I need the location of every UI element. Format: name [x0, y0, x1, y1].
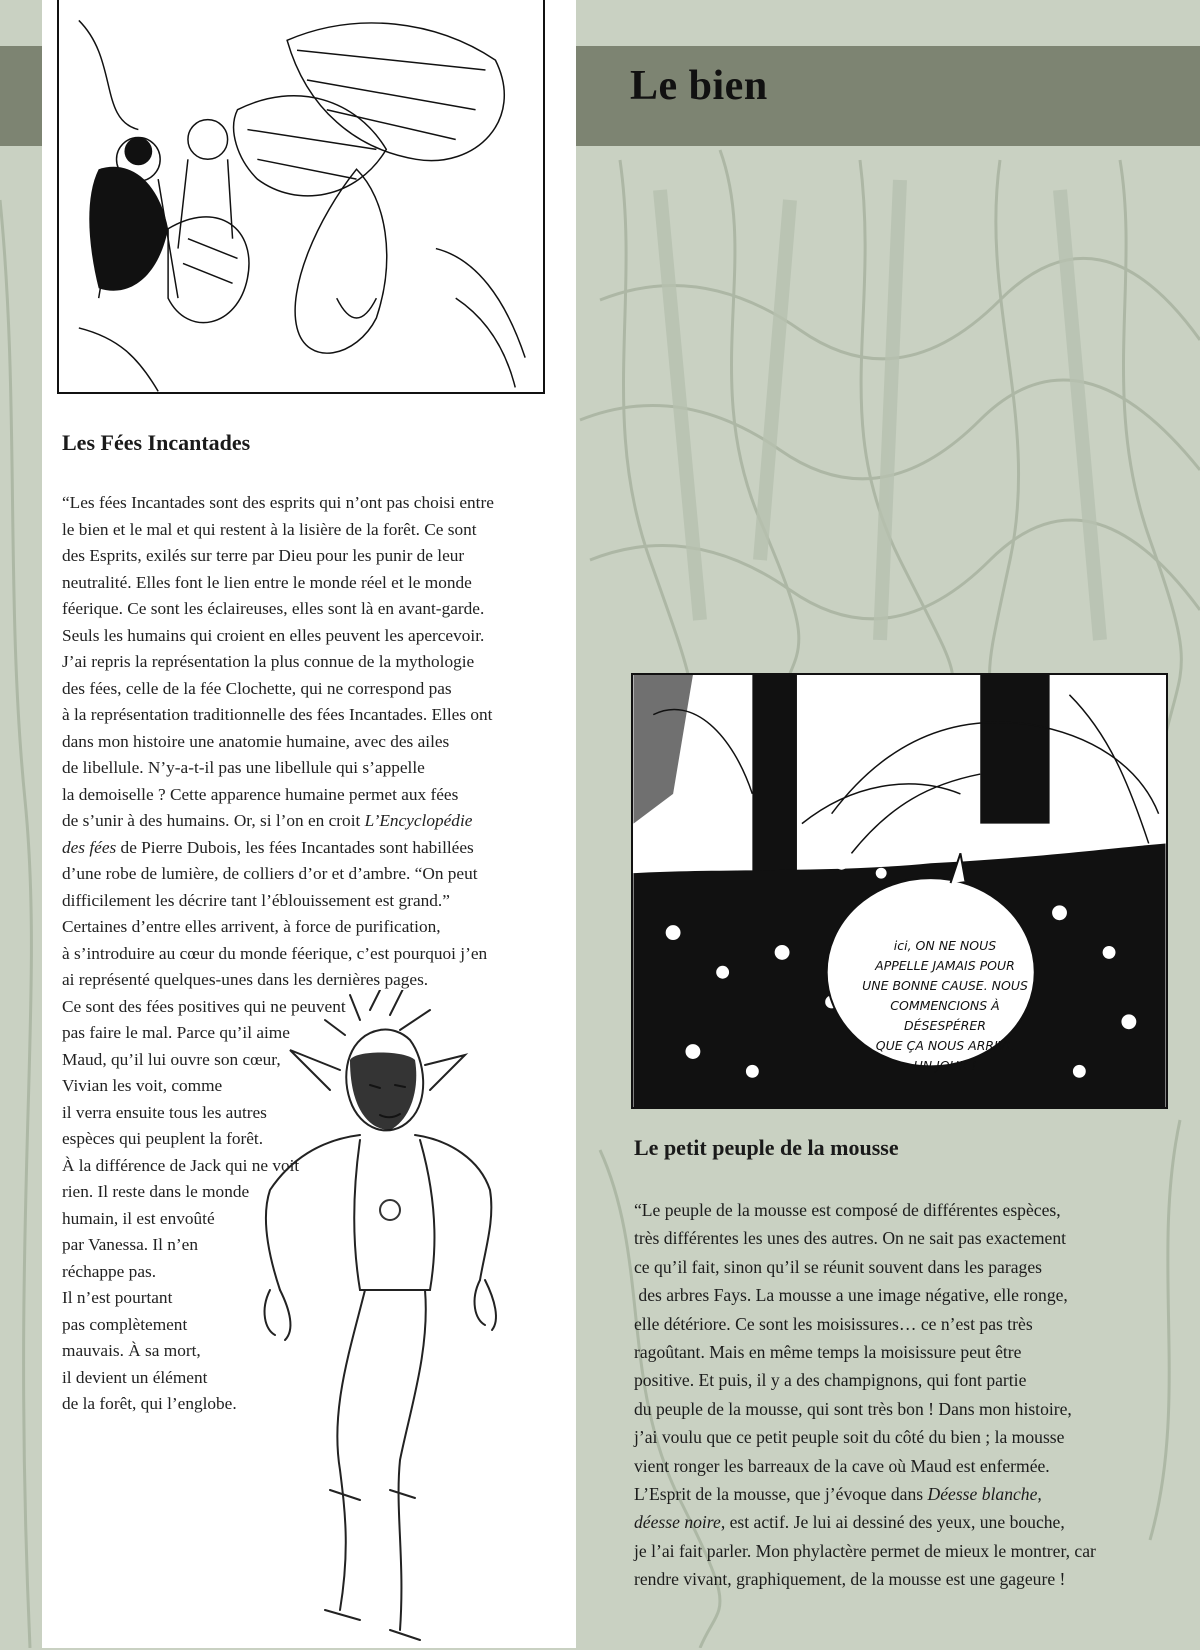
text-line: du peuple de la mousse, qui sont très bon ! Dans mon histoire, — [634, 1398, 1072, 1419]
text-line: à la représentation traditionnelle des fées Incantades. Elles ont — [62, 705, 493, 724]
text-line: Certaines d’entre elles arrivent, à force de purification, — [62, 917, 441, 936]
bubble-line: UNE BONNE CAUSE. NOUS — [862, 978, 1028, 993]
text-line: des Esprits, exilés sur terre par Dieu pour les punir de leur — [62, 546, 465, 565]
text-line-actif — [634, 1508, 1096, 1536]
text-line: J’ai repris la représentation la plus connue de la mythologie — [62, 652, 475, 671]
text-line: je l’ai fait parler. Mon phylactère permet de mieux le montrer, car — [634, 1540, 1096, 1561]
text-line: il devient un élément — [62, 1367, 208, 1387]
book-title-italic: des fées — [62, 837, 117, 857]
text-line: ai représenté quelques-unes dans les dernières pages. — [62, 970, 429, 989]
book-title-italic: Déesse blanche, — [927, 1484, 1042, 1505]
text-line: il verra ensuite tous les autres — [62, 1102, 267, 1122]
bubble-line: QUE ÇA NOUS ARRIVE — [875, 1038, 1015, 1053]
text-line: d’une robe de lumière, de colliers d’or et d’ambre. “On peut — [62, 864, 478, 883]
text-fragment: de Pierre Dubois, les fées Incantades sont habillées — [116, 837, 474, 857]
fairies-comic-panel — [57, 0, 545, 394]
text-line: difficilement les décrire tant l’éblouissement est grand.” — [62, 890, 450, 910]
text-line: rien. Il reste dans le monde — [62, 1182, 250, 1201]
text-line: ce qu’il fait, sinon qu’il se réunit souvent dans les parages — [634, 1256, 1042, 1277]
fees-heading: Les Fées Incantades — [62, 430, 251, 455]
text-line: de libellule. N’y-a-t-il pas une libellule qui s’appelle — [62, 758, 425, 777]
text-line: très différentes les unes des autres. On ne sait pas exactement — [634, 1228, 1067, 1249]
text-line: pas faire le mal. Parce qu’il aime — [62, 1023, 290, 1042]
text-line: des fées, celle de la fée Clochette, qui ne correspond pas — [62, 678, 452, 698]
book-title-italic: déesse noire — [634, 1512, 721, 1533]
text-line: espèces qui peuplent la forêt. — [62, 1129, 264, 1148]
text-fragment: de s’unir à des humains. Or, si l’on en croit — [62, 811, 365, 830]
left-header-band — [0, 46, 42, 146]
text-line: positive. Et puis, il y a des champignons, qui font partie — [634, 1370, 1027, 1391]
text-line: féerique. Ce sont les éclaireuses, elles sont là en avant-garde. — [62, 599, 485, 618]
text-line-deesse — [634, 1480, 1096, 1508]
text-line: la demoiselle ? Cette apparence humaine permet aux fées — [62, 784, 459, 804]
bubble-line: ici, ON NE NOUS — [893, 938, 997, 953]
section-title: Le bien — [630, 63, 768, 109]
speech-bubble-text — [860, 936, 1030, 1076]
text-line-dubois — [62, 835, 494, 862]
text-line: À la différence de Jack qui ne voit — [62, 1155, 300, 1175]
text-line: par Vanessa. Il n’en — [62, 1235, 198, 1254]
text-line: de la forêt, qui l’englobe. — [62, 1394, 237, 1413]
text-line: Ce sont des fées positives qui ne peuvent — [62, 996, 346, 1016]
text-line: mauvais. À sa mort, — [62, 1341, 201, 1360]
book-title-italic: L’Encyclopédie — [364, 811, 473, 830]
text-line: réchappe pas. — [62, 1261, 157, 1281]
text-line: humain, il est envoûté — [62, 1208, 215, 1228]
text-line: Il n’est pourtant — [62, 1288, 173, 1307]
text-line: neutralité. Elles font le lien entre le monde réel et le monde — [62, 572, 472, 592]
text-line: Maud, qu’il lui ouvre son cœur, — [62, 1049, 281, 1069]
text-line: dans mon histoire une anatomie humaine, avec des ailes — [62, 731, 450, 751]
text-line: “Le peuple de la mousse est composé de différentes espèces, — [634, 1200, 1061, 1220]
text-line: ragoûtant. Mais en même temps la moisissure peut être — [634, 1342, 1022, 1363]
bubble-line: UN JOUR ! — [913, 1058, 977, 1073]
text-line: “Les fées Incantades sont des esprits qui n’ont pas choisi entre — [62, 493, 494, 512]
bubble-line: COMMENCIONS À DÉSESPÉRER — [890, 998, 1000, 1033]
mousse-body-text — [634, 1196, 1096, 1594]
text-line: des arbres Fays. La mousse a une image négative, elle ronge, — [634, 1285, 1068, 1306]
text-line: rendre vivant, graphiquement, de la mousse est une gageure ! — [634, 1569, 1066, 1590]
text-fragment: L’Esprit de la mousse, que j’évoque dans — [634, 1484, 928, 1505]
text-line: Seuls les humains qui croient en elles peuvent les apercevoir. — [62, 625, 485, 645]
bubble-line: APPELLE JAMAIS POUR — [875, 958, 1015, 973]
text-line: j’ai voulu que ce petit peuple soit du côté du bien ; la mousse — [634, 1427, 1065, 1448]
text-line: vient ronger les barreaux de la cave où Maud est enfermée. — [634, 1455, 1050, 1476]
text-line: elle détériore. Ce sont les moisissures… ce n’est pas très — [634, 1313, 1033, 1334]
text-line: à s’introduire au cœur du monde féerique, c’est pourquoi j’en — [62, 943, 488, 963]
text-line: Vivian les voit, comme — [62, 1076, 223, 1095]
text-line: pas complètement — [62, 1314, 188, 1334]
mousse-heading: Le petit peuple de la mousse — [634, 1135, 899, 1160]
elf-sketch-illustration — [230, 990, 560, 1650]
text-line: le bien et le mal et qui restent à la lisière de la forêt. Ce sont — [62, 519, 477, 539]
text-fragment: , est actif. Je lui ai dessiné des yeux, une bouche, — [720, 1512, 1065, 1533]
text-line-encyclopedie — [62, 808, 494, 835]
